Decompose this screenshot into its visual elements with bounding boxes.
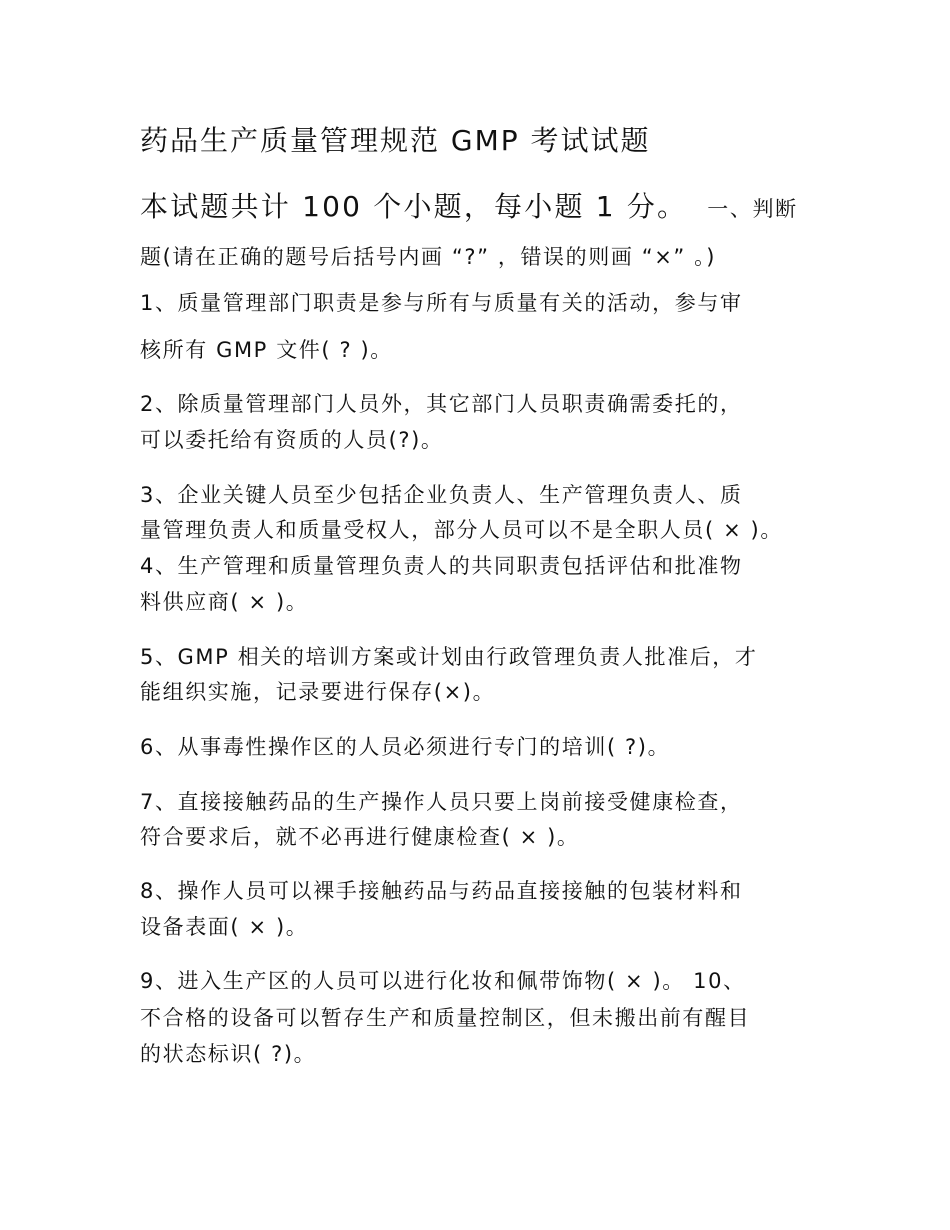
- section-heading-start: 一、判断: [707, 197, 798, 221]
- question-line: 料供应商( × )。: [140, 590, 309, 614]
- question-line: 7、直接接触药品的生产操作人员只要上岗前接受健康检查，: [140, 790, 743, 814]
- question-line: 的状态标识( ?)。: [140, 1042, 317, 1066]
- question-line: 3、企业关键人员至少包括企业负责人、生产管理负责人、质: [140, 483, 743, 507]
- question-line: 能组织实施，记录要进行保存(×)。: [140, 680, 496, 704]
- question-line: 核所有 GMP 文件( ? )。: [140, 338, 393, 362]
- question-line: 9、进入生产区的人员可以进行化妆和佩带饰物( × )。 10、: [140, 969, 746, 993]
- question-line: 1、质量管理部门职责是参与所有与质量有关的活动，参与审: [140, 291, 743, 315]
- question-line: 不合格的设备可以暂存生产和质量控制区，但未搬出前有醒目: [140, 1006, 751, 1030]
- exam-intro: [140, 189, 798, 227]
- question-line: 符合要求后，就不必再进行健康检查( × )。: [140, 825, 580, 849]
- question-line: 设备表面( × )。: [140, 915, 309, 939]
- question-line: 5、GMP 相关的培训方案或计划由行政管理负责人批准后，才: [140, 645, 758, 669]
- question-line: 4、生产管理和质量管理负责人的共同职责包括评估和批准物: [140, 554, 743, 578]
- question-line: 可以委托给有资质的人员(?)。: [140, 428, 444, 452]
- question-line: 2、除质量管理部门人员外，其它部门人员职责确需委托的，: [140, 392, 743, 416]
- instruction-text: 题(请在正确的题号后括号内画 “?” ，错误的则画 “×” 。): [140, 245, 717, 269]
- question-line: 量管理负责人和质量受权人，部分人员可以不是全职人员( × )。: [140, 518, 783, 542]
- exam-intro-main: 本试题共计 100 个小题，每小题 1 分。: [140, 190, 688, 223]
- document-title: 药品生产质量管理规范 GMP 考试试题: [140, 124, 651, 157]
- question-line: 6、从事毒性操作区的人员必须进行专门的培训( ?)。: [140, 735, 671, 759]
- question-line: 8、操作人员可以裸手接触药品与药品直接接触的包装材料和: [140, 879, 743, 903]
